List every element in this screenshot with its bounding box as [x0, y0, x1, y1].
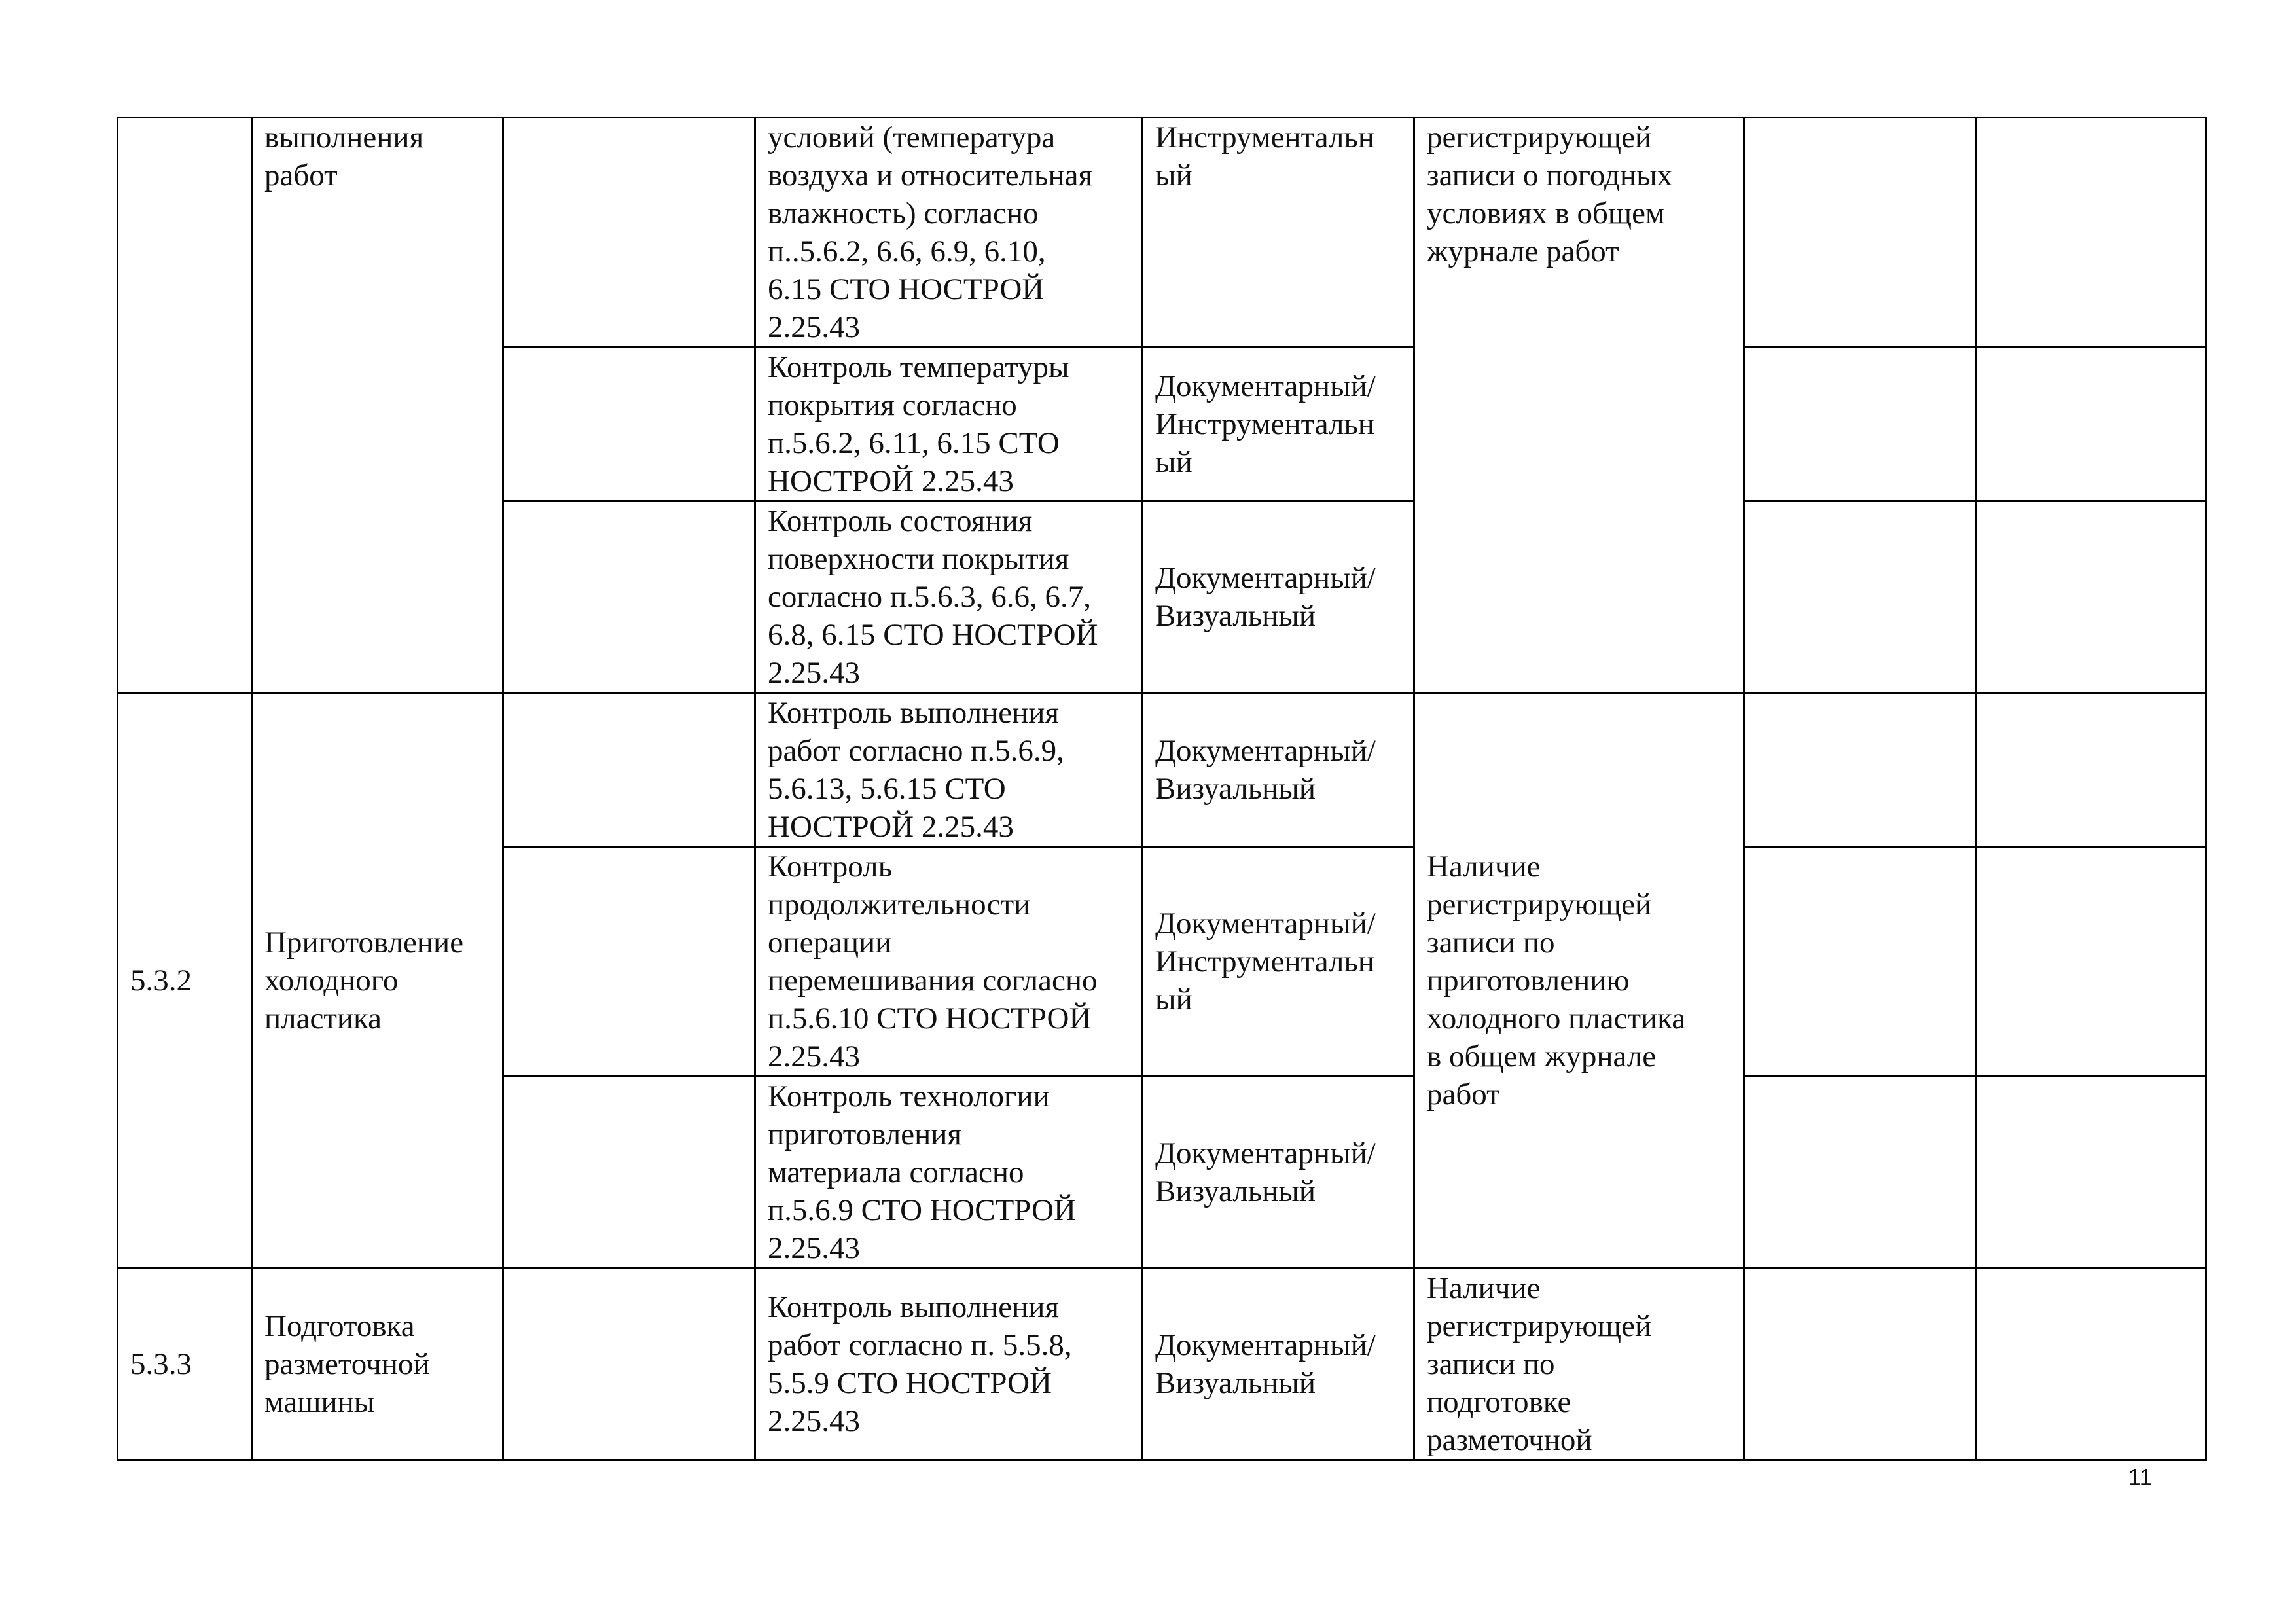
item-number-cell: 5.3.2: [118, 693, 252, 1269]
record-requirement-cell: регистрирующей записи о погодных условиях в общем журнале работ: [1414, 118, 1744, 693]
blank-cell: [1744, 693, 1977, 847]
control-method-cell: Документарный/ Визуальный: [1143, 1269, 1414, 1460]
blank-cell: [503, 693, 755, 847]
blank-cell: [1744, 348, 1977, 501]
control-method-cell: Документарный/ Инструментальн ый: [1143, 348, 1414, 501]
blank-cell: [503, 1269, 755, 1460]
control-method-cell: Документарный/ Визуальный: [1143, 693, 1414, 847]
record-requirement-cell: Наличие регистрирующей записи по приготовлению холодного пластика в общем журнале работ: [1414, 693, 1744, 1269]
control-description-cell: Контроль технологии приготовления материала согласно п.5.6.9 СТО НОСТРОЙ 2.25.43: [755, 1077, 1143, 1269]
blank-cell: [1977, 118, 2206, 348]
blank-cell: [1744, 1077, 1977, 1269]
control-description-cell: Контроль температуры покрытия согласно п.5.6.2, 6.11, 6.15 СТО НОСТРОЙ 2.25.43: [755, 348, 1143, 501]
quality-control-table: [117, 117, 2207, 1461]
control-description-cell: Контроль продолжительности операции перемешивания согласно п.5.6.10 СТО НОСТРОЙ 2.25.43: [755, 847, 1143, 1077]
blank-cell: [503, 1077, 755, 1269]
blank-cell: [1744, 118, 1977, 348]
blank-cell: [503, 118, 755, 348]
record-requirement-cell: Наличие регистрирующей записи по подготовке разметочной: [1414, 1269, 1744, 1460]
control-method-cell: Документарный/ Инструментальн ый: [1143, 847, 1414, 1077]
control-description-cell: Контроль выполнения работ согласно п.5.6.9, 5.6.13, 5.6.15 СТО НОСТРОЙ 2.25.43: [755, 693, 1143, 847]
page-number: 11: [2128, 1464, 2153, 1490]
blank-cell: [1977, 501, 2206, 693]
blank-cell: [503, 847, 755, 1077]
blank-cell: [503, 348, 755, 501]
table-row: [118, 693, 2206, 847]
control-description-cell: Контроль выполнения работ согласно п. 5.5.8, 5.5.9 СТО НОСТРОЙ 2.25.43: [755, 1269, 1143, 1460]
stage-name-cell: Приготовление холодного пластика: [252, 693, 503, 1269]
blank-cell: [1977, 847, 2206, 1077]
blank-cell: [1977, 348, 2206, 501]
control-description-cell: условий (температура воздуха и относительная влажность) согласно п..5.6.2, 6.6, 6.9, 6.10, 6.15 СТО НОСТРОЙ 2.25.43: [755, 118, 1143, 348]
blank-cell: [1744, 1269, 1977, 1460]
stage-name-cell: выполнения работ: [252, 118, 503, 693]
control-method-cell: Документарный/ Визуальный: [1143, 501, 1414, 693]
stage-name-cell: Подготовка разметочной машины: [252, 1269, 503, 1460]
blank-cell: [1977, 1077, 2206, 1269]
table-row: [118, 1269, 2206, 1460]
blank-cell: [1744, 847, 1977, 1077]
item-number-cell: 5.3.3: [118, 1269, 252, 1460]
blank-cell: [1744, 501, 1977, 693]
blank-cell: [1977, 693, 2206, 847]
table-row: [118, 118, 2206, 348]
blank-cell: [1977, 1269, 2206, 1460]
item-number-cell: [118, 118, 252, 693]
control-method-cell: Документарный/ Визуальный: [1143, 1077, 1414, 1269]
blank-cell: [503, 501, 755, 693]
control-description-cell: Контроль состояния поверхности покрытия согласно п.5.6.3, 6.6, 6.7, 6.8, 6.15 СТО НОСТРОЙ 2.25.43: [755, 501, 1143, 693]
control-method-cell: Инструментальн ый: [1143, 118, 1414, 348]
